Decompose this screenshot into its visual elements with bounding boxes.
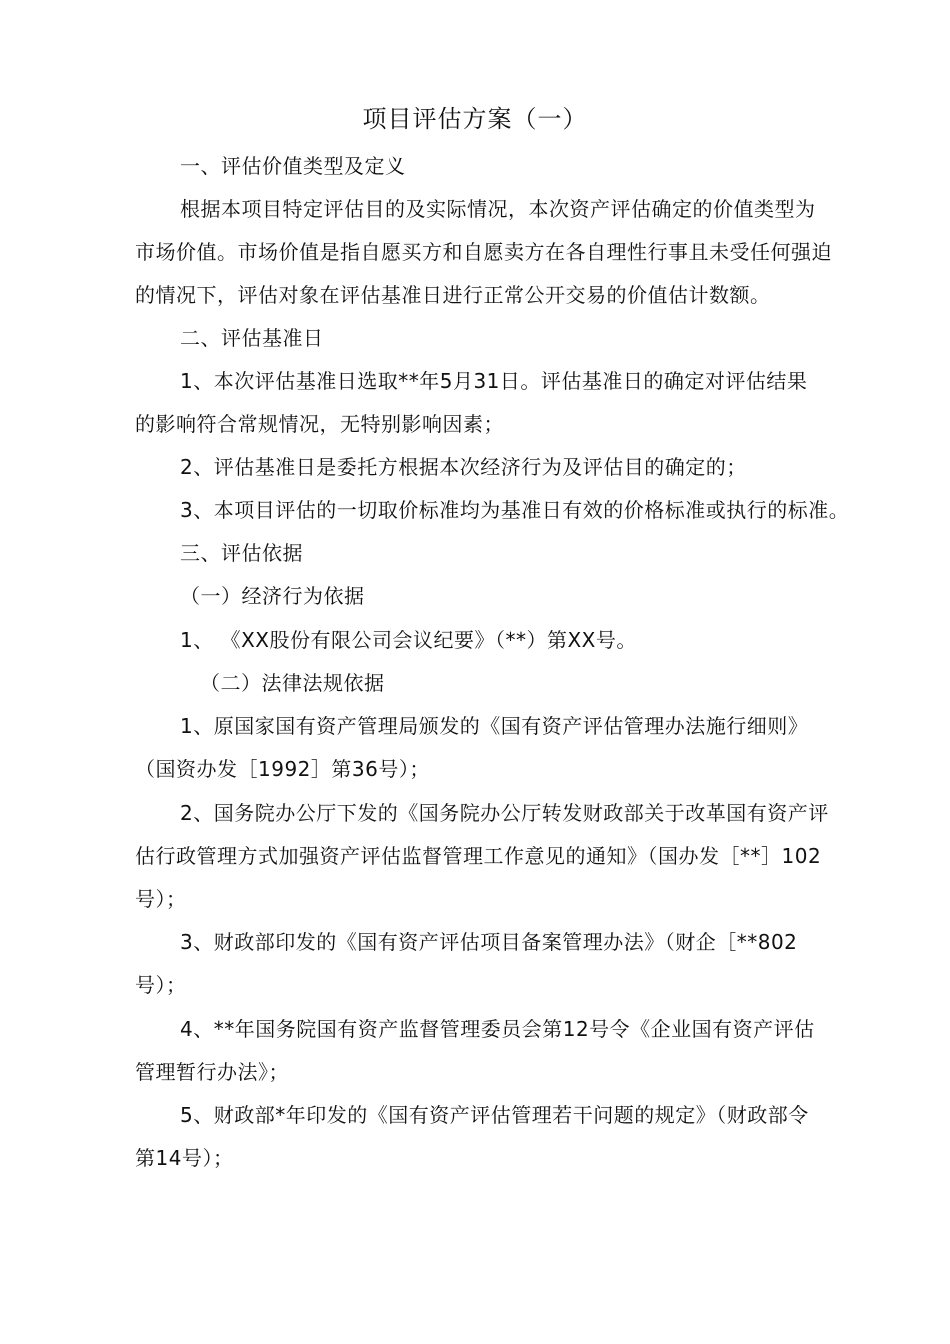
paragraph-line: 1、 《XX股份有限公司会议纪要》（**）第XX号。 — [180, 628, 637, 652]
paragraph-line: 3、财政部印发的《国有资产评估项目备案管理办法》（财企［**802 — [180, 930, 798, 954]
paragraph-line: 4、**年国务院国有资产监督管理委员会第12号令《企业国有资产评估 — [180, 1017, 815, 1041]
section-heading-basis: 三、评估依据 — [180, 541, 303, 565]
paragraph-line: 3、本项目评估的一切取价标准均为基准日有效的价格标准或执行的标准。 — [180, 498, 850, 522]
paragraph-line: 1、原国家国有资产管理局颁发的《国有资产评估管理办法施行细则》 — [180, 714, 809, 738]
paragraph-line: 第14号）； — [135, 1146, 234, 1170]
paragraph-line: 1、本次评估基准日选取**年5月31日。评估基准日的确定对评估结果 — [180, 369, 808, 393]
paragraph-line: 管理暂行办法》； — [135, 1060, 289, 1084]
paragraph-line: 的情况下，评估对象在评估基准日进行正常公开交易的价值估计数额。 — [135, 283, 771, 307]
paragraph-line: 的影响符合常规情况，无特别影响因素； — [135, 412, 504, 436]
paragraph-line: 根据本项目特定评估目的及实际情况，本次资产评估确定的价值类型为 — [180, 197, 816, 221]
paragraph-line: 2、评估基准日是委托方根据本次经济行为及评估目的确定的； — [180, 455, 747, 479]
paragraph-line: （国资办发［1992］第36号）； — [135, 757, 430, 781]
paragraph-line: 2、国务院办公厅下发的《国务院办公厅转发财政部关于改革国有资产评 — [180, 801, 829, 825]
paragraph-line: 号）； — [135, 887, 187, 911]
document-title: 项目评估方案（一） — [362, 105, 588, 133]
section-heading-base-date: 二、评估基准日 — [180, 326, 324, 350]
paragraph-line: 市场价值。市场价值是指自愿买方和自愿卖方在各自理性行事且未受任何强迫 — [135, 240, 832, 264]
paragraph-line: 号）； — [135, 973, 187, 997]
section-heading-value-type: 一、评估价值类型及定义 — [180, 154, 406, 178]
subsection-heading-legal: （二）法律法规依据 — [200, 671, 385, 695]
paragraph-line: 5、财政部*年印发的《国有资产评估管理若干问题的规定》（财政部令 — [180, 1103, 809, 1127]
subsection-heading-economic: （一）经济行为依据 — [180, 584, 365, 608]
paragraph-line: 估行政管理方式加强资产评估监督管理工作意见的通知》（国办发［**］102 — [135, 844, 822, 868]
